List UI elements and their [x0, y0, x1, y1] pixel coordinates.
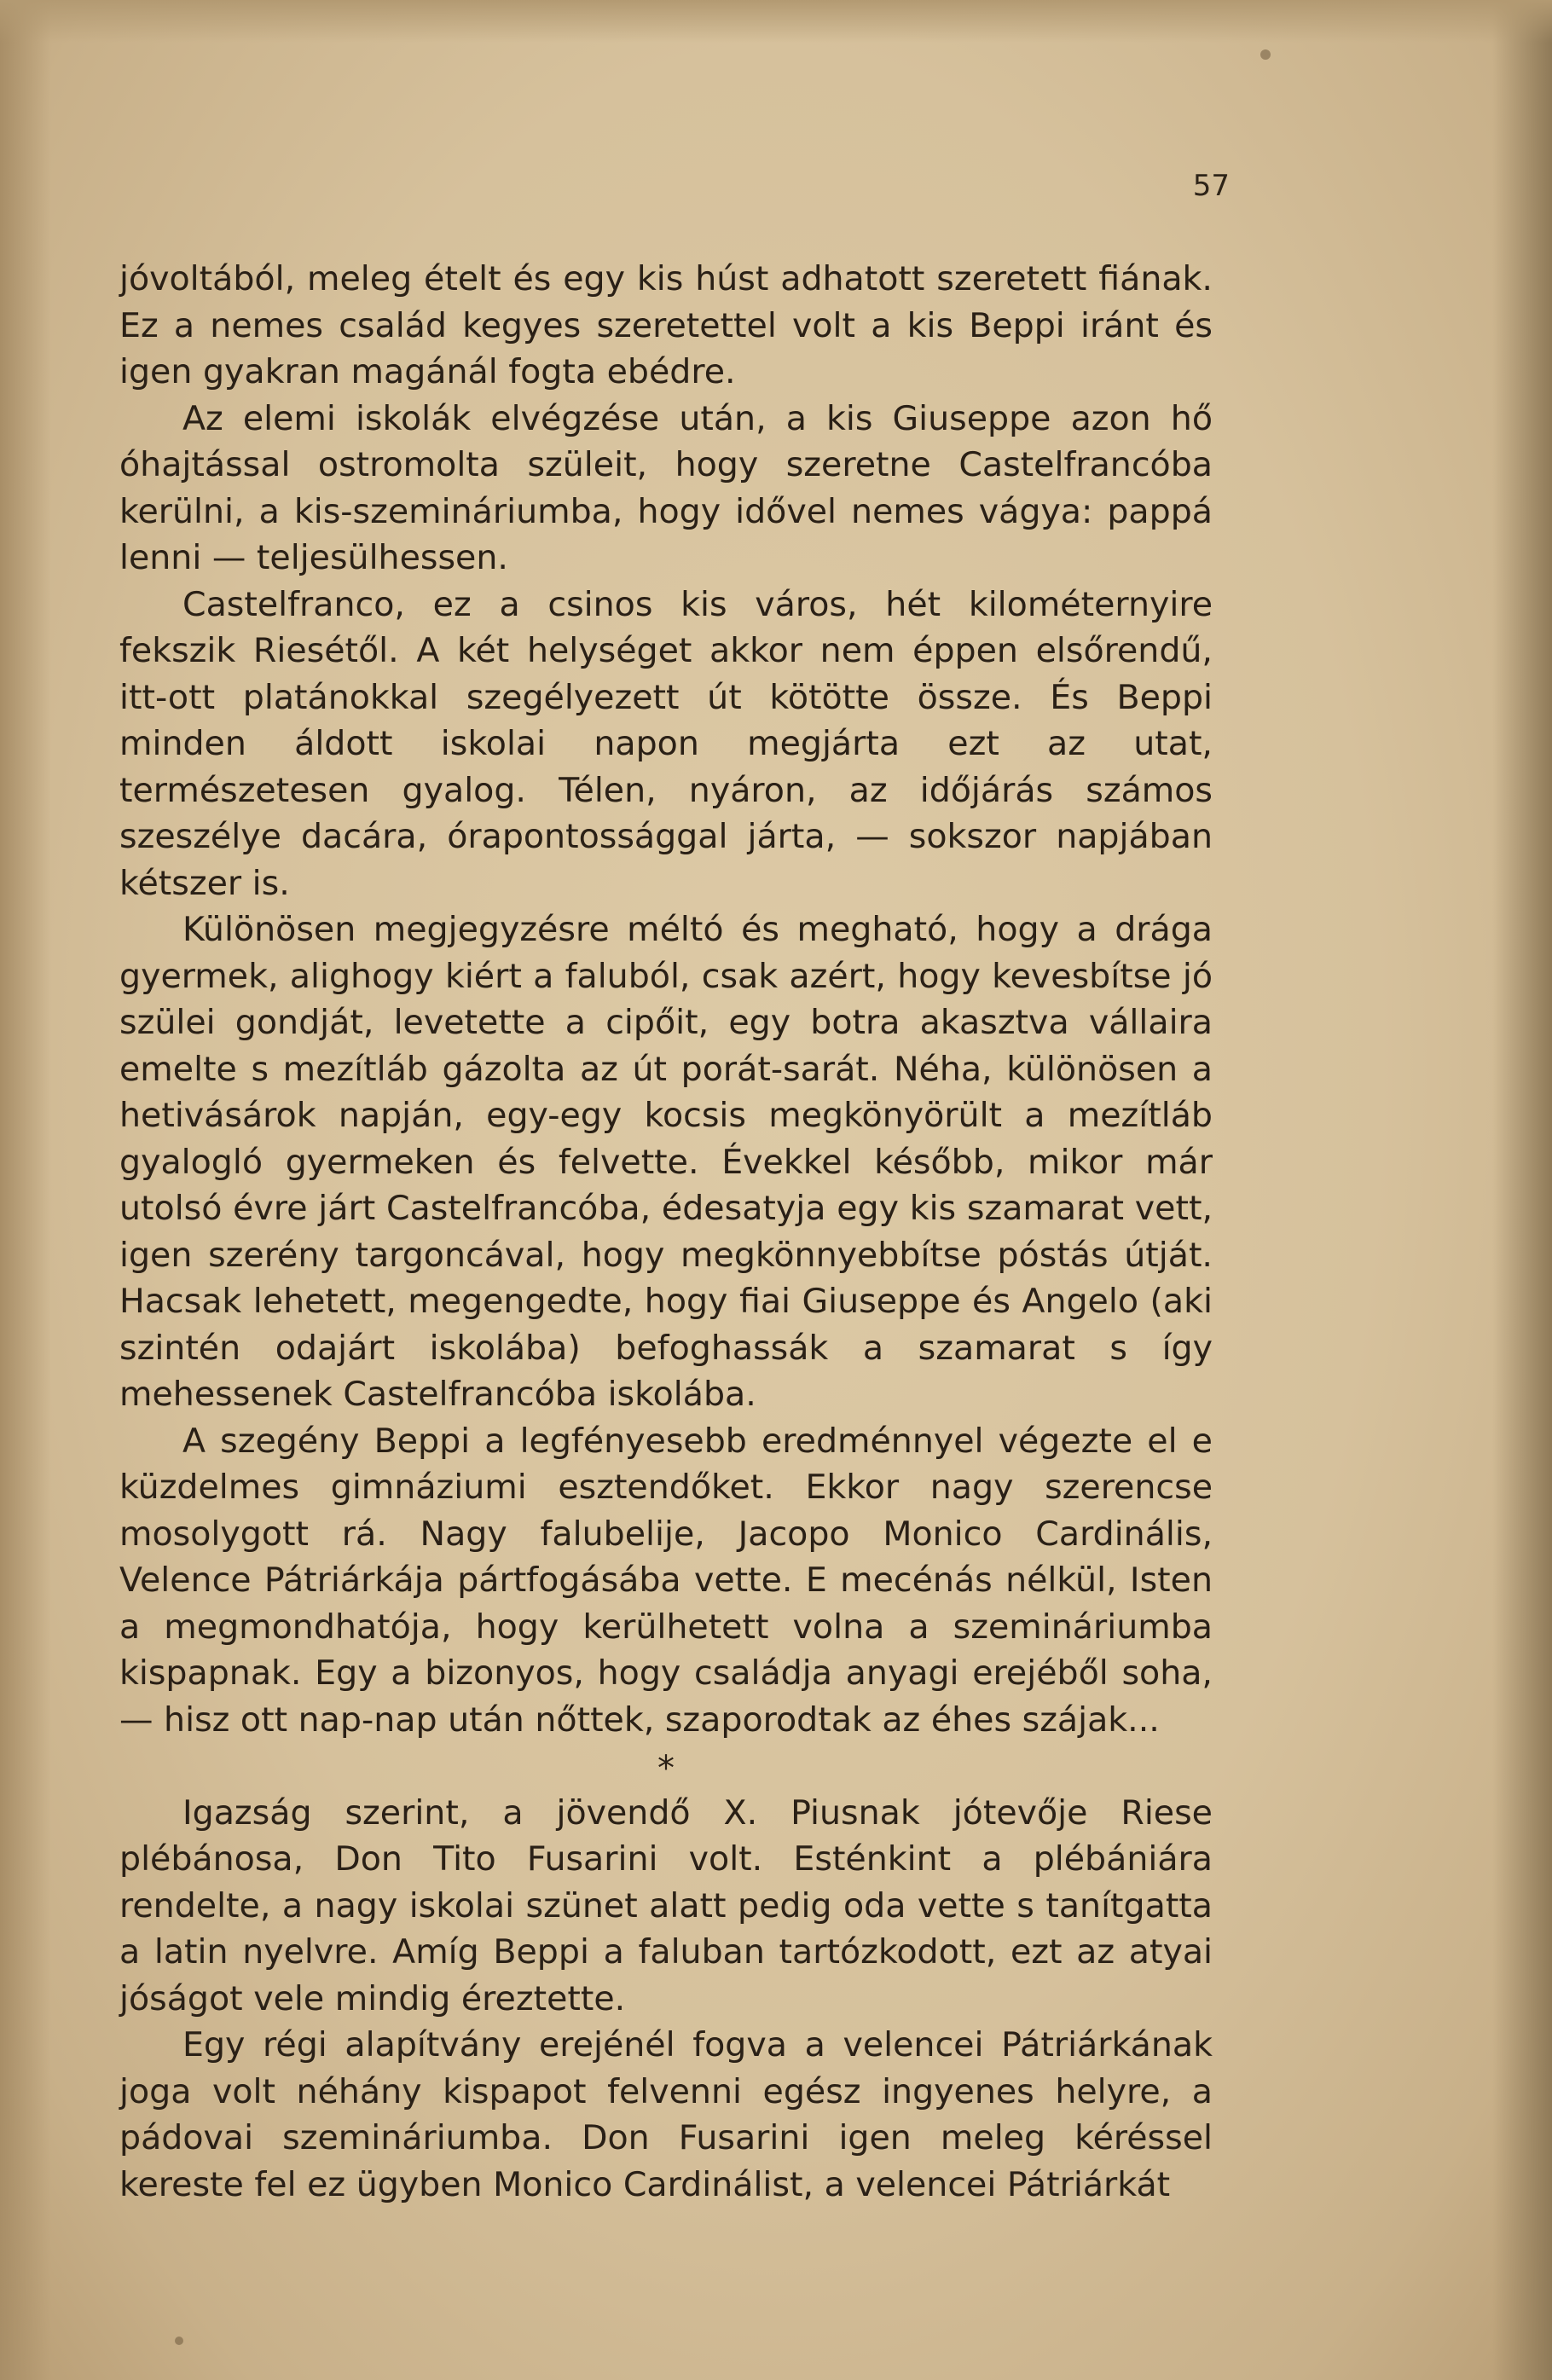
paragraph: jóvoltából, meleg ételt és egy kis húst adhatott szeretett fiának. Ez a nemes család kegyes szeretettel volt a kis Beppi iránt és igen gyakran magánál fogta ebédre. [119, 259, 1213, 391]
paragraph: Az elemi iskolák elvégzése után, a kis Giuseppe azon hő óhajtással ostromolta szüleit, hogy szeretne Castelfrancóba kerülni, a kis-szemináriumba, hogy idővel nemes vágya: pappá lenni — teljesülhessen. [119, 398, 1213, 577]
paragraph: Castelfranco, ez a csinos kis város, hét kilométernyire fekszik Riesétől. A két helységet akkor nem éppen elsőrendű, itt-ott platánokkal szegélyezett út kötötte össze. És Beppi minden áldott iskolai napon megjárta ezt az utat, természetesen gyalog. Télen, nyáron, az időjárás számos szeszélye dacára, órapontossággal járta, — sokszor napjában kétszer is. [119, 584, 1213, 903]
page-edge-shadow-left [0, 0, 51, 2380]
page-edge-shadow-top [0, 0, 1552, 43]
paper-spot [175, 2337, 183, 2345]
section-separator: * [657, 1749, 675, 1788]
page-edge-shadow-right [1492, 0, 1552, 2380]
page-number: 57 [1192, 169, 1230, 203]
paragraph: Igazság szerint, a jövendő X. Piusnak jótevője Riese plébánosa, Don Tito Fusarini volt. Esténkint a plébániára rendelte, a nagy iskolai szünet alatt pedig oda vette s tanítgatta a latin nyelvre. Amíg Beppi a faluban tartózkodott, ezt az atyai jóságot vele mindig éreztette. [119, 1792, 1213, 2018]
paragraph: Egy régi alapítvány erejénél fogva a velencei Pátriárkának joga volt néhány kispapot felvenni egész ingyenes helyre, a pádovai szemináriumba. Don Fusarini igen meleg kéréssel kereste fel ez ügyben Monico Cardinálist, a velencei Pátriárkát [119, 2025, 1213, 2204]
paragraph: Különösen megjegyzésre méltó és megható, hogy a drága gyermek, alighogy kiért a faluból, csak azért, hogy kevesbítse jó szülei gondját, levetette a cipőit, egy botra akasztva vállaira emelte s mezítláb gázolta az út porát-sarát. Néha, különösen a hetivásárok napján, egy-egy kocsis megkönyörült a mezítláb gyalogló gyermeken és felvette. Évekkel később, mikor már utolsó évre járt Castelfrancóba, édesatyja egy kis szamarat vett, igen szerény targoncával, hogy megkönnyebbítse póstás útját. Hacsak lehetett, megengedte, hogy fiai Giuseppe és Angelo (aki szintén odajárt iskolába) befoghassák a szamarat s így mehessenek Castelfrancóba iskolába. [119, 910, 1213, 1414]
paragraph: A szegény Beppi a legfényesebb eredménnyel végezte el e küzdelmes gimnáziumi esztendőket. Ekkor nagy szerencse mosolygott rá. Nagy falubelije, Jacopo Monico Cardinális, Velence Pátriárkája pártfogásába vette. E mecénás nélkül, Isten a megmondhatója, hogy kerülhetett volna a szemináriumba kispapnak. Egy a bizonyos, hogy családja anyagi erejéből soha, — hisz ott nap-nap után nőttek, szaporodtak az éhes szájak... [119, 1421, 1213, 1740]
body-text [119, 256, 1213, 2208]
paper-spot [1260, 49, 1271, 60]
